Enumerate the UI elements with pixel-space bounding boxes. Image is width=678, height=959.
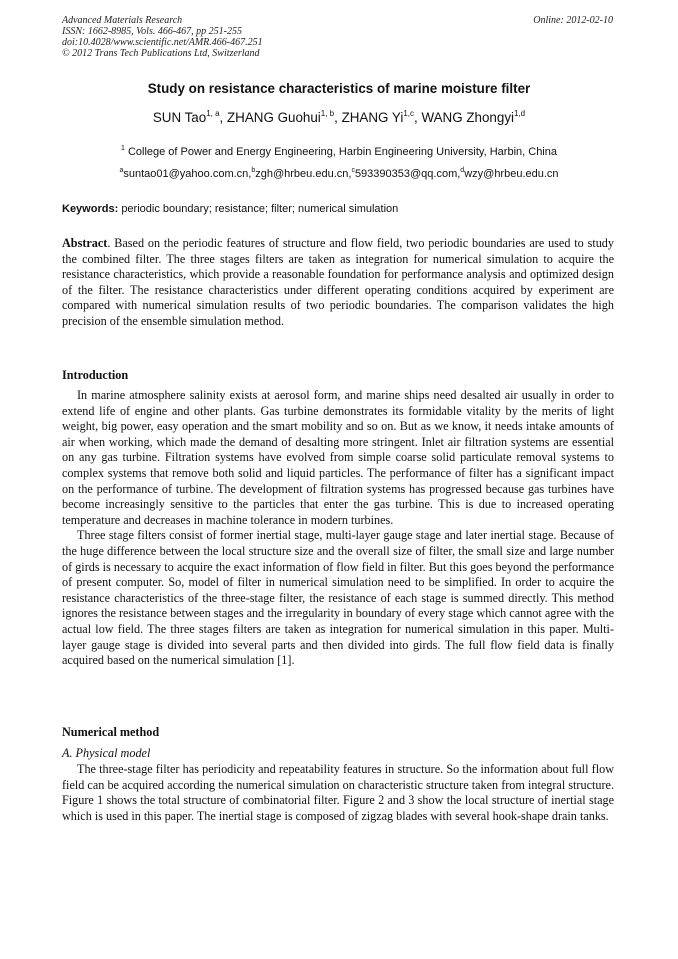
author-sup: 1, b bbox=[320, 109, 335, 118]
email-address: suntao01@yahoo.com.cn, bbox=[123, 168, 252, 180]
affiliation-text: College of Power and Energy Engineering, Harbin Engineering University, Harbin, China bbox=[127, 146, 557, 158]
issn-line: ISSN: 1662-8985, Vols. 466-467, pp 251-255 bbox=[62, 26, 242, 37]
email-sup: c bbox=[351, 167, 355, 174]
introduction-paragraph: Three stage filters consist of former inertial stage, multi-layer gauge stage and later inertial stage. Because of the huge difference between the local structure size and the overall size of filter, the small size and large number of girds is necessary to acquire the exact information of flow field in filter. But this goes beyond the performance of present computer. So, model of filter in numerical simulation need to be simplified. In order to acquire the resistance characteristics of the three-stage filter, the resistance of each stage is summed directly. This method ignores the resistance between stages and the irregularity in boundary of every stage which cannot agree with the actual low field. The three stages filters are taken as integration for numerical simulation in this paper. Multi-layer gauge stage is divided into several parts and then divided into girds. The full flow field data is finally acquired based on the numerical simulation [1]. bbox=[62, 528, 614, 668]
journal-name: Advanced Materials Research bbox=[62, 15, 183, 26]
email-list bbox=[0, 168, 678, 180]
author-name: ZHANG Yi bbox=[341, 110, 404, 125]
email-sup: d bbox=[460, 167, 465, 174]
affiliation-sup: 1 bbox=[120, 145, 125, 152]
author-name: SUN Tao bbox=[152, 110, 207, 125]
introduction-paragraph: In marine atmosphere salinity exists at aerosol form, and marine ships need desalted air usually in order to extend life of engine and other plants. Gas turbine demonstrates its formidable vitality by the merits of light weight, big power, easy operation and the smart mobility and so on. But as we know, it needs intake amounts of air when working, which made the demand of desalting more stringent. Inlet air filtration systems are essential on any gas turbine. Filtration systems have evolved from simple coarse solid particulate removal systems to complex systems that remove both solid and liquid particles. The performance of filter has a significant impact on the performance of turbine. The development of filtration systems has progressed because gas turbines have become increasingly sensitive to the particles that enter the gas turbine. This is due to increased operating temperature and decreases in machine tolerance in modern turbines. bbox=[62, 388, 614, 527]
physical-model-subheading: A. Physical model bbox=[62, 746, 151, 760]
numerical-method-body bbox=[62, 762, 614, 824]
numerical-method-paragraph: The three-stage filter has periodicity and repeatability features in structure. So the information about full flow field can be acquired according the numerical simulation on characteristic structure taken from integral structure. Figure 1 shows the total structure of combinatorial filter. Figure 2 and 3 show the local structure of inertial stage which is used in this paper. The inertial stage is composed of zigzag blades with several hook-shape drain tanks. bbox=[62, 762, 614, 823]
email-address: zgh@hrbeu.edu.cn, bbox=[255, 168, 352, 180]
journal-header bbox=[62, 15, 263, 59]
author-sup: 1, a bbox=[206, 109, 220, 118]
paper-title: Study on resistance characteristics of marine moisture filter bbox=[147, 81, 531, 96]
introduction-body bbox=[62, 388, 614, 669]
abstract-label: Abstract bbox=[62, 236, 108, 250]
numerical-method-heading: Numerical method bbox=[62, 725, 160, 739]
keywords-label: Keywords: bbox=[62, 203, 119, 215]
author-sup: 1,d bbox=[514, 109, 526, 118]
online-date: Online: 2012-02-10 bbox=[533, 15, 613, 26]
email-address: 593390353@qq.com, bbox=[354, 168, 461, 180]
abstract bbox=[62, 236, 614, 330]
author-name: WANG Zhongyi bbox=[421, 110, 514, 125]
affiliation bbox=[0, 146, 678, 158]
email-address: wzy@hrbeu.edu.cn bbox=[464, 168, 559, 180]
keywords bbox=[62, 203, 398, 215]
abstract-text: . Based on the periodic features of structure and flow field, two periodic boundaries are used to study the combined filter. The three stages filters are taken as integration for numerical simulation to acquire the resistance characteristics, which provide a reasonable foundation for performance analysis and optimized design of the filter. The resistance characteristics under different operating conditions acquired by experiment are compared with numerical simulation results of two periodic boundaries. The comparison validates the high precision of the ensemble simulation method. bbox=[62, 236, 614, 328]
keywords-text: periodic boundary; resistance; filter; numerical simulation bbox=[121, 203, 399, 215]
author-list: SUN Tao$^{1, a}$, ZHANG Guohui$^{1, b}$, ZHANG Yi$^{1,c}$, WANG Zhongyi$^{1,d}$ bbox=[152, 109, 526, 125]
doi-line: doi:10.4028/www.scientific.net/AMR.466-467.251 bbox=[62, 37, 263, 48]
email-sup: a bbox=[119, 167, 124, 174]
author-name: ZHANG Guohui bbox=[227, 110, 321, 125]
copyright-line: © 2012 Trans Tech Publications Ltd, Switzerland bbox=[62, 48, 260, 59]
email-sup: b bbox=[251, 167, 256, 174]
introduction-heading: Introduction bbox=[62, 368, 129, 382]
author-sup: 1,c bbox=[403, 109, 415, 118]
